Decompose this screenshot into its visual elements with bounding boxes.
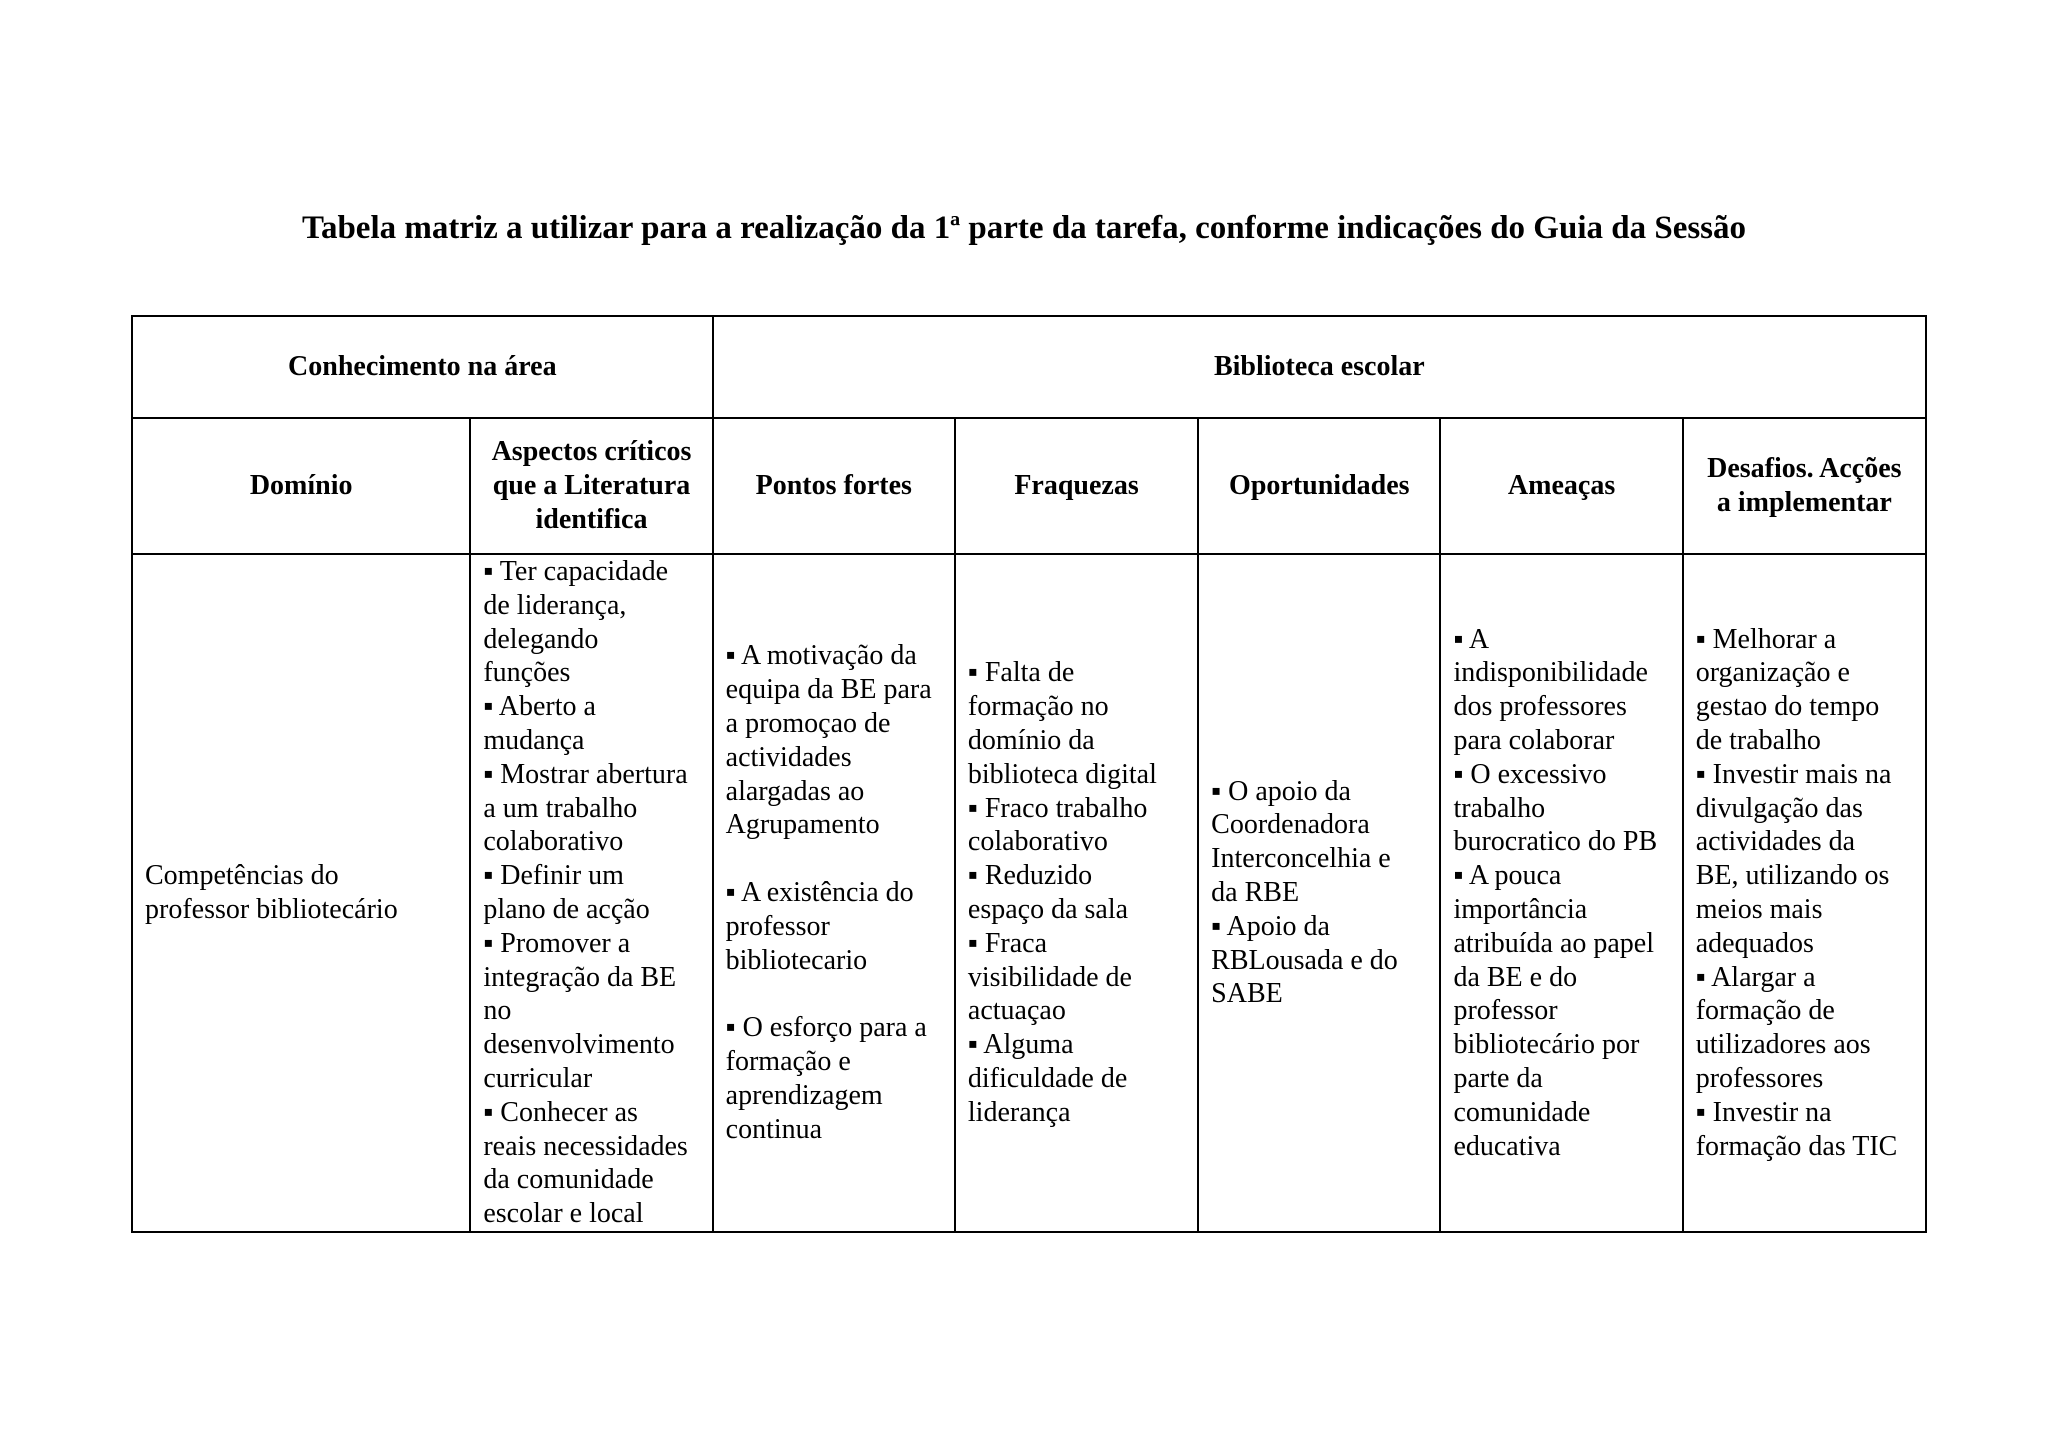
text-line: dos professores [1453, 691, 1627, 723]
text-line: mudança [483, 724, 585, 756]
text-line: continua [725, 1113, 823, 1145]
text-line: integração da BE [483, 961, 677, 993]
cell-text-block [1696, 623, 1913, 1164]
text-line: desenvolvimento [483, 1029, 675, 1061]
text-line: formação e [725, 1046, 851, 1078]
text-line: ▪ Fraca [967, 927, 1048, 959]
text-line: formação de [1695, 995, 1835, 1027]
text-line: liderança [967, 1096, 1071, 1128]
text-line: plano de acção [483, 893, 650, 925]
text-line: curricular [483, 1062, 593, 1094]
cell-text-block [483, 435, 699, 536]
text-line: professor [1453, 995, 1558, 1027]
text-line: ▪ Aberto a [483, 691, 596, 723]
text-line: professor [725, 910, 830, 942]
text-line: actividades [725, 741, 852, 773]
text-line: ▪ A motivação da [725, 640, 917, 672]
text-line: trabalho [1453, 792, 1546, 824]
cell-text-block [726, 639, 942, 1146]
column-header-threats: Ameaças [1440, 418, 1682, 554]
text-line: ▪ Investir na [1695, 1096, 1832, 1128]
text-line: identifica [535, 503, 648, 535]
swot-matrix-table [131, 315, 1927, 1233]
text-line: biblioteca digital [967, 758, 1157, 790]
text-line: ▪ Conhecer as [483, 1096, 638, 1128]
text-line: ▪ A existência do [725, 877, 914, 909]
cell-text-block [1453, 623, 1669, 1164]
column-header-weaknesses: Fraquezas [955, 418, 1198, 554]
text-line: SABE [1211, 978, 1283, 1010]
page-title: Tabela matriz a utilizar para a realização da 1ª parte da tarefa, conforme indicações do Guia da Sessão [301, 210, 1747, 246]
cell-text-block [145, 859, 457, 927]
text-line: professores [1695, 1062, 1824, 1094]
text-line: ▪ A pouca [1453, 860, 1562, 892]
text-line: da comunidade [483, 1164, 654, 1196]
text-line: indisponibilidade [1453, 657, 1648, 689]
paragraph-gap [726, 977, 942, 1011]
text-line: a implementar [1716, 487, 1892, 518]
text-line: aprendizagem [725, 1079, 883, 1111]
text-line: educativa [1453, 1130, 1561, 1162]
text-line: Desafios. Acções [1707, 453, 1902, 485]
text-line: ▪ Ter capacidade [483, 556, 669, 587]
text-line: ▪ Mostrar abertura [483, 758, 688, 790]
column-header-critical-aspects [470, 418, 712, 554]
text-line: comunidade [1453, 1096, 1591, 1128]
text-line: organização e [1695, 657, 1850, 689]
text-line: divulgação das [1695, 792, 1863, 824]
text-line: ▪ A [1453, 623, 1490, 655]
text-line: da RBE [1211, 877, 1300, 909]
text-line: equipa da BE para [725, 674, 932, 706]
group-header-library: Biblioteca escolar [713, 316, 1926, 418]
text-line: para colaborar [1453, 724, 1615, 756]
column-header-challenges [1683, 418, 1926, 554]
cell-challenges [1683, 554, 1926, 1232]
text-line: ▪ Definir um [483, 860, 624, 892]
text-line: ▪ Promover a [483, 927, 631, 959]
text-line: de liderança, [483, 589, 627, 621]
text-line: burocratico do PB [1453, 826, 1658, 858]
cell-text-block [1696, 452, 1913, 520]
cell-opportunities [1198, 554, 1440, 1232]
text-line: dificuldade de [967, 1062, 1128, 1094]
text-line: ▪ Investir mais na [1695, 758, 1892, 790]
text-line: a um trabalho [483, 792, 638, 824]
group-header-row [132, 316, 1926, 418]
text-line: visibilidade de [967, 961, 1132, 993]
cell-threats [1440, 554, 1682, 1232]
text-line: que a Literatura [492, 470, 691, 502]
cell-domain [132, 554, 470, 1232]
text-line: funções [483, 657, 571, 689]
text-line: ▪ Fraco trabalho [967, 792, 1148, 824]
column-header-domain: Domínio [132, 418, 470, 554]
cell-text-block [1211, 775, 1427, 1012]
text-line: importância [1453, 893, 1588, 925]
text-line: domínio da [967, 724, 1095, 756]
text-line: colaborativo [967, 826, 1108, 858]
text-line: bibliotecario [725, 944, 868, 976]
cell-critical-aspects [470, 554, 712, 1232]
text-line: utilizadores aos [1695, 1029, 1871, 1061]
text-line: formação no [967, 691, 1109, 723]
text-line: ▪ Reduzido [967, 860, 1093, 892]
text-line: ▪ Alguma [967, 1029, 1074, 1061]
text-line: de trabalho [1695, 724, 1821, 756]
text-line: espaço da sala [967, 893, 1129, 925]
text-line: meios mais [1695, 893, 1823, 925]
text-line: actividades da [1695, 826, 1856, 858]
text-line: a promoçao de [725, 708, 891, 740]
text-line: Interconcelhia e [1211, 843, 1391, 875]
table-row [132, 554, 1926, 1232]
group-header-knowledge: Conhecimento na área [132, 316, 713, 418]
text-line: atribuída ao papel [1453, 927, 1655, 959]
text-line: ▪ O apoio da [1211, 775, 1351, 807]
text-line: Agrupamento [725, 809, 880, 841]
cell-weaknesses [955, 554, 1198, 1232]
text-line: Competências do [145, 860, 339, 892]
text-line: ▪ Alargar a [1695, 961, 1816, 993]
text-line: delegando [483, 623, 599, 655]
text-line: da BE e do [1453, 961, 1578, 993]
text-line: ▪ O excessivo [1453, 758, 1607, 790]
text-line: ▪ O esforço para a [725, 1012, 927, 1044]
cell-text-block [968, 656, 1185, 1129]
text-line: adequados [1695, 927, 1814, 959]
text-line: no [483, 995, 512, 1027]
text-line: parte da [1453, 1062, 1543, 1094]
text-line: colaborativo [483, 826, 624, 858]
text-line: ▪ Melhorar a [1695, 623, 1837, 655]
cell-text-block [483, 555, 699, 1231]
text-line: alargadas ao [725, 775, 865, 807]
text-line: BE, utilizando os [1695, 860, 1890, 892]
text-line: formação das TIC [1695, 1130, 1898, 1162]
text-line: ▪ Falta de [967, 657, 1075, 689]
text-line: Aspectos críticos [491, 436, 692, 468]
text-line: RBLousada e do [1211, 944, 1398, 976]
text-line: bibliotecário por [1453, 1029, 1640, 1061]
text-line: reais necessidades [483, 1130, 688, 1162]
column-header-opportunities: Oportunidades [1198, 418, 1440, 554]
text-line: ▪ Apoio da [1211, 910, 1330, 942]
column-header-row [132, 418, 1926, 554]
text-line: escolar e local [483, 1198, 644, 1230]
text-line: gestao do tempo [1695, 691, 1880, 723]
text-line: professor bibliotecário [145, 893, 398, 925]
paragraph-gap [726, 842, 942, 876]
text-line: Coordenadora [1211, 809, 1370, 841]
column-header-strengths: Pontos fortes [713, 418, 955, 554]
text-line: actuaçao [967, 995, 1066, 1027]
cell-strengths [713, 554, 955, 1232]
